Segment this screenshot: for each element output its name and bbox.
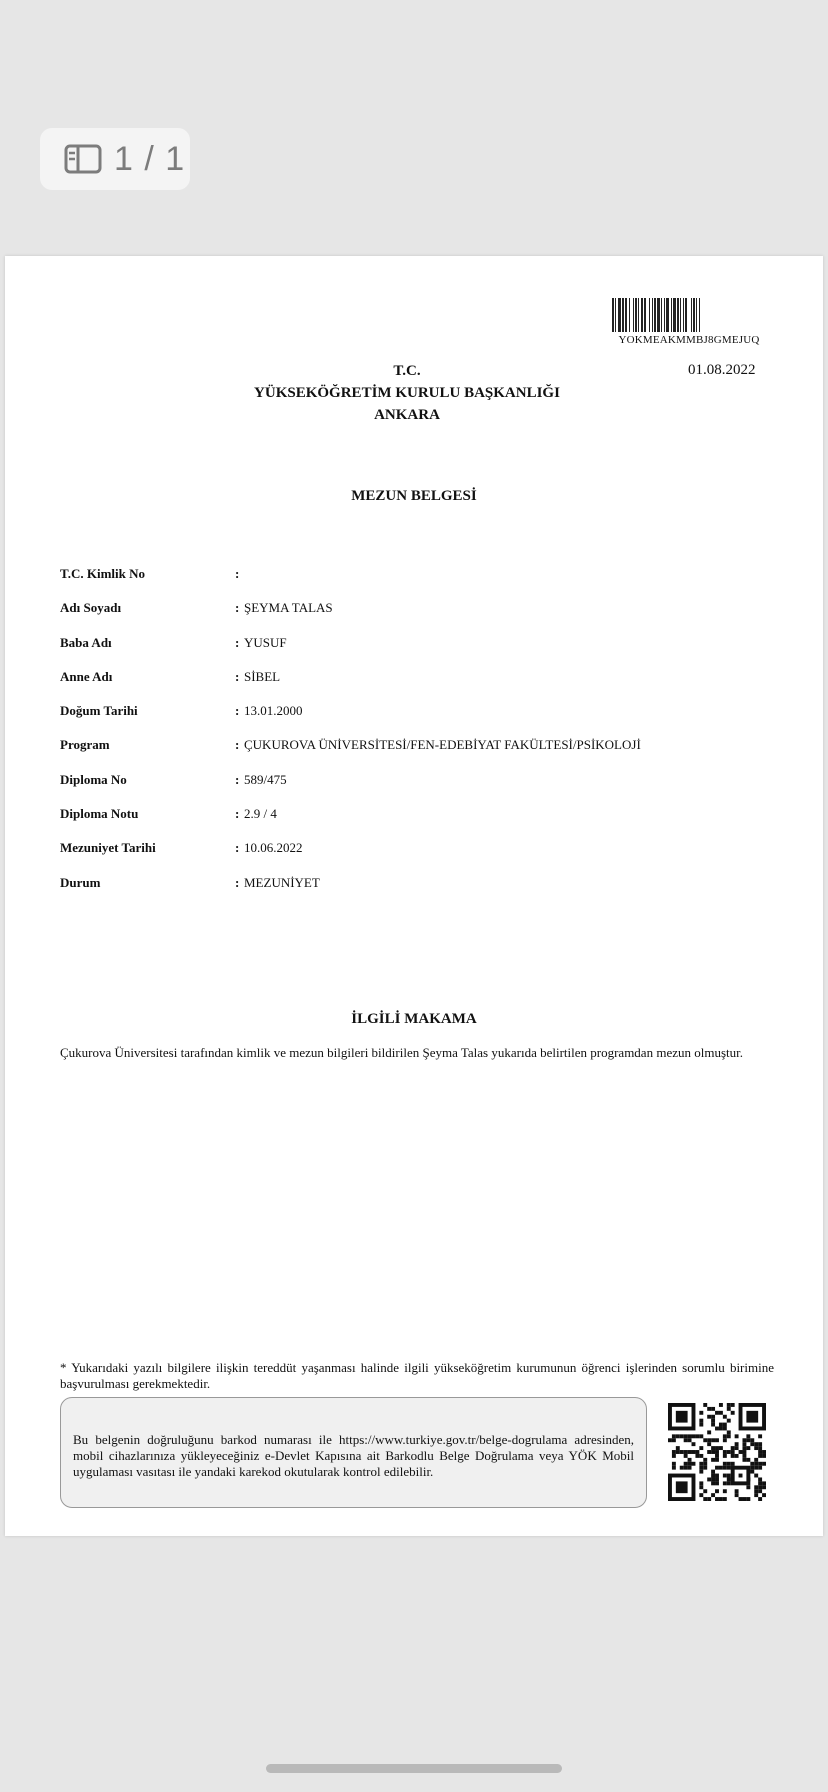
section-title: İLGİLİ MAKAMA — [351, 1011, 477, 1027]
verification-text: Bu belgenin doğruluğunu barkod numarası ile https://www.turkiye.gov.tr/belge-dogrulama adresinden, mobil cihazlarınıza yükleyeceğiniz e-Devlet Kapısına ait Barkodlu Belge Doğrulama veya YÖK Mobil uygulaması vasıtası ile yandaki karekod okutularak kontrol edilebilir. — [73, 1432, 634, 1479]
page-count: 1 / 1 — [114, 139, 186, 178]
sidebar-icon — [64, 144, 102, 174]
field-label: Baba Adı — [60, 634, 112, 650]
home-indicator[interactable] — [266, 1764, 562, 1773]
barcode — [609, 298, 769, 346]
field-row — [60, 875, 780, 909]
document-date: 01.08.2022 — [688, 362, 756, 378]
field-colon: : — [235, 840, 240, 856]
field-label: Diploma Notu — [60, 806, 139, 822]
field-colon: : — [235, 703, 240, 719]
field-value: ŞEYMA TALAS — [244, 600, 333, 616]
field-colon: : — [235, 874, 240, 890]
field-value: YUSUF — [244, 634, 287, 650]
field-label: Durum — [60, 874, 101, 890]
field-row — [60, 840, 780, 874]
footnote: * Yukarıdaki yazılı bilgilere ilişkin tereddüt yaşanması halinde ilgili yükseköğretim kurumunun öğrenci işlerinden sorumlu birimine başvurulması gerekmektedir. — [60, 1360, 774, 1391]
field-colon: : — [235, 806, 240, 822]
field-value: 10.06.2022 — [244, 840, 303, 856]
barcode-icon — [612, 298, 766, 332]
field-row — [60, 600, 780, 634]
statement-text: Çukurova Üniversitesi tarafından kimlik ve mezun bilgileri bildirilen Şeyma Talas yukarıda belirtilen programdan mezun olmuştur. — [60, 1045, 743, 1060]
graduate-info-fields — [60, 566, 780, 909]
field-label: Diploma No — [60, 771, 127, 787]
field-colon: : — [235, 737, 240, 753]
document-page — [5, 256, 823, 1536]
field-value: 13.01.2000 — [244, 703, 303, 719]
field-row — [60, 703, 780, 737]
field-label: Program — [60, 737, 110, 753]
field-value: SİBEL — [244, 668, 281, 684]
document-title: MEZUN BELGESİ — [351, 488, 477, 504]
field-label: Mezuniyet Tarihi — [60, 840, 156, 856]
field-colon: : — [235, 668, 240, 684]
header-line-2: YÜKSEKÖĞRETİM KURULU BAŞKANLIĞI — [254, 385, 560, 401]
field-label: Adı Soyadı — [60, 600, 122, 616]
verification-box — [60, 1397, 647, 1508]
page-indicator[interactable] — [40, 128, 190, 190]
qr-code-icon — [668, 1403, 766, 1501]
field-row — [60, 669, 780, 703]
field-colon: : — [235, 771, 240, 787]
field-colon: : — [235, 600, 240, 616]
field-row — [60, 806, 780, 840]
header-line-1: T.C. — [393, 363, 421, 379]
field-row — [60, 772, 780, 806]
field-colon: : — [235, 566, 240, 581]
field-row — [60, 635, 780, 669]
field-value: ÇUKUROVA ÜNİVERSİTESİ/FEN-EDEBİYAT FAKÜLTESİ/PSİKOLOJİ — [244, 737, 641, 753]
barcode-number: YOKMEAKMMBJ8GMEJUQ — [618, 334, 760, 346]
issuer-header — [5, 360, 823, 426]
field-label: Anne Adı — [60, 668, 113, 684]
header-line-3: ANKARA — [374, 407, 440, 423]
field-row — [60, 737, 780, 771]
field-value: 589/475 — [244, 771, 287, 787]
field-label: Doğum Tarihi — [60, 703, 138, 719]
field-value: MEZUNİYET — [244, 874, 320, 890]
field-value: 2.9 / 4 — [244, 806, 277, 822]
field-label: T.C. Kimlik No — [60, 566, 145, 581]
field-row — [60, 566, 780, 600]
field-colon: : — [235, 634, 240, 650]
